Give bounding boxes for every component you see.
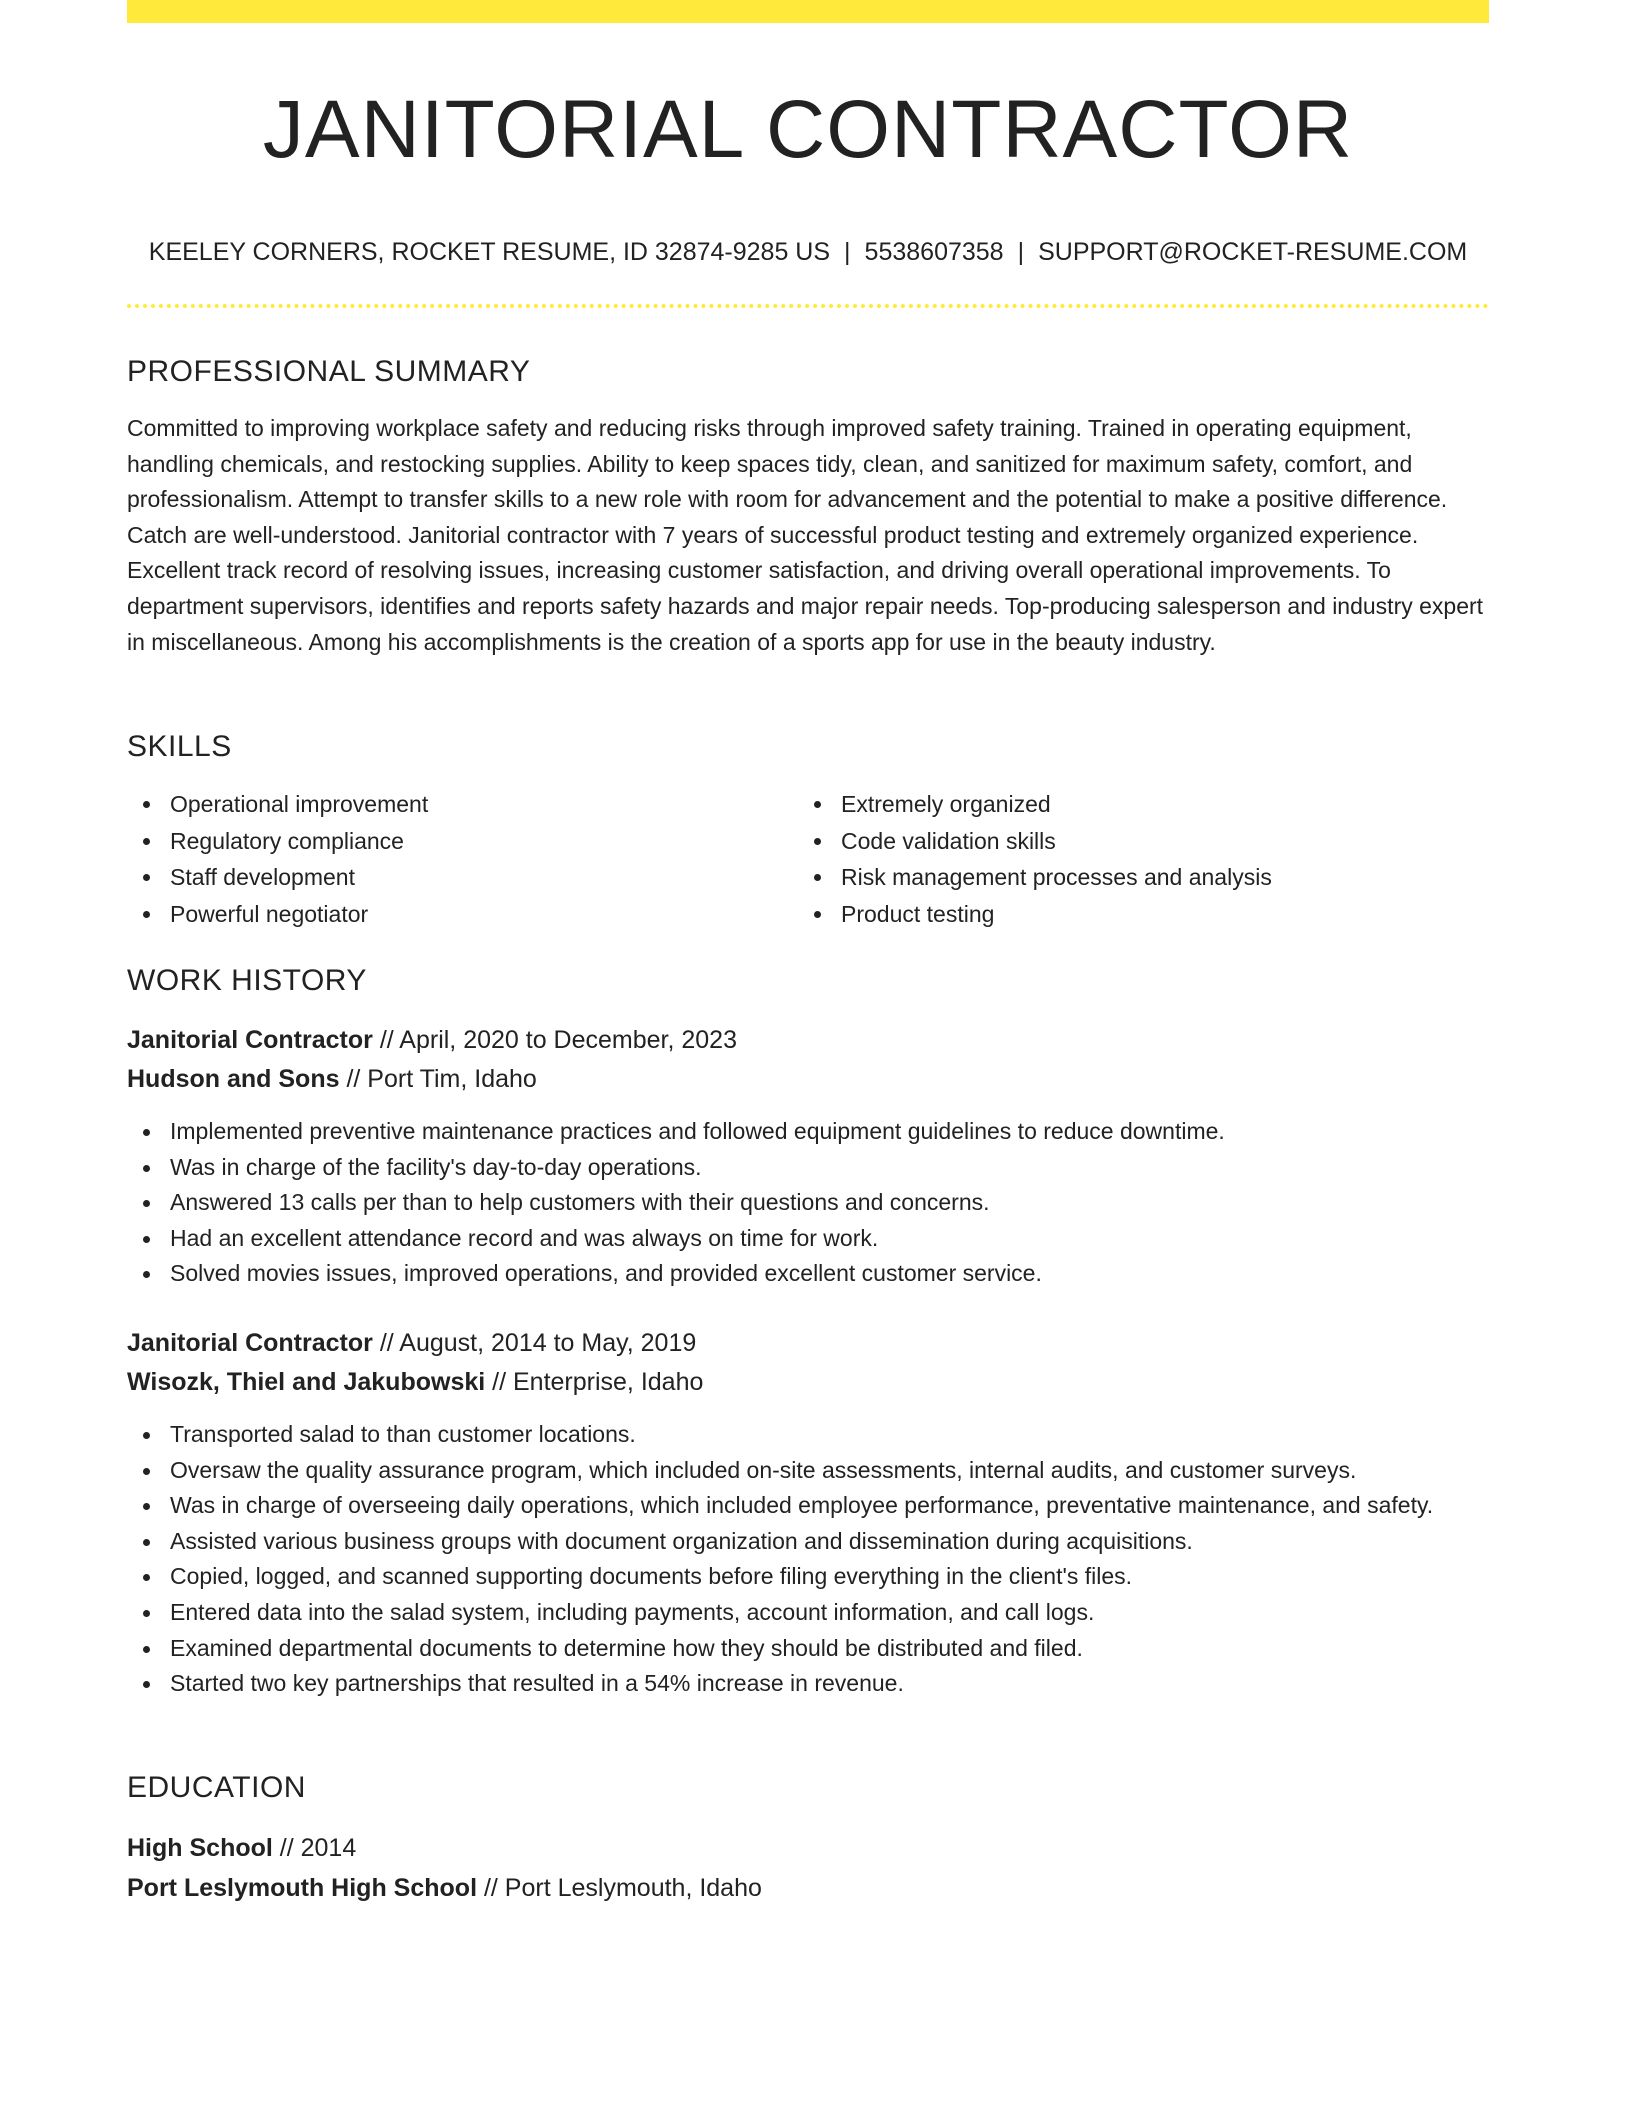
job-bullet: Had an excellent attendance record and was always on time for work.: [127, 1221, 1489, 1257]
job-1-dates: // April, 2020 to December, 2023: [379, 1026, 737, 1054]
skills-list-right: [798, 786, 1458, 932]
job-1-company-line: [127, 1060, 537, 1098]
job-bullet: Examined departmental documents to determine how they should be distributed and filed.: [127, 1631, 1489, 1667]
skills-list-left: [127, 786, 787, 932]
job-2-dates: // August, 2014 to May, 2019: [379, 1329, 697, 1357]
contact-separator: |: [844, 238, 851, 266]
job-1-title-line: [127, 1021, 737, 1059]
skills-heading: SKILLS: [127, 730, 232, 763]
education-heading: EDUCATION: [127, 1771, 306, 1804]
header-divider: [127, 304, 1489, 308]
skill-item: Risk management processes and analysis: [798, 859, 1458, 896]
job-2-company: Wisozk, Thiel and Jakubowski: [127, 1368, 486, 1396]
job-bullet: Solved movies issues, improved operations, and provided excellent customer service.: [127, 1256, 1489, 1292]
education-location: // Port Leslymouth, Idaho: [483, 1874, 762, 1902]
education-degree: High School: [127, 1834, 273, 1862]
job-bullet: Was in charge of overseeing daily operations, which included employee performance, preventative maintenance, and safety.: [127, 1488, 1489, 1524]
education-degree-line: [127, 1829, 356, 1867]
job-1-bullets: [127, 1114, 1489, 1292]
job-2-company-line: [127, 1363, 703, 1401]
job-1-company: Hudson and Sons: [127, 1065, 340, 1093]
work-history-heading: WORK HISTORY: [127, 964, 367, 997]
job-bullet: Entered data into the salad system, including payments, account information, and call logs.: [127, 1595, 1489, 1631]
job-2-bullets: [127, 1417, 1489, 1702]
contact-separator: |: [1017, 238, 1025, 266]
contact-address: KEELEY CORNERS, ROCKET RESUME, ID 32874-9285 US: [148, 238, 831, 266]
summary-heading: PROFESSIONAL SUMMARY: [127, 355, 531, 388]
skill-item: Extremely organized: [798, 786, 1458, 823]
job-1-location: // Port Tim, Idaho: [346, 1065, 537, 1093]
job-2-location: // Enterprise, Idaho: [492, 1368, 704, 1396]
contact-email[interactable]: SUPPORT@ROCKET-RESUME.COM: [1038, 238, 1468, 266]
job-2-title-line: [127, 1324, 696, 1362]
job-bullet: Copied, logged, and scanned supporting documents before filing everything in the client's files.: [127, 1559, 1489, 1595]
skill-item: Powerful negotiator: [127, 896, 787, 933]
job-1-role: Janitorial Contractor: [127, 1026, 373, 1054]
job-bullet: Transported salad to than customer locations.: [127, 1417, 1489, 1453]
job-bullet: Oversaw the quality assurance program, which included on-site assessments, internal audits, and customer surveys.: [127, 1453, 1489, 1489]
skill-item: Operational improvement: [127, 786, 787, 823]
skill-item: Regulatory compliance: [127, 823, 787, 860]
education-year: // 2014: [279, 1834, 357, 1862]
job-bullet: Answered 13 calls per than to help customers with their questions and concerns.: [127, 1185, 1489, 1221]
job-bullet: Started two key partnerships that resulted in a 54% increase in revenue.: [127, 1666, 1489, 1702]
skill-item: Product testing: [798, 896, 1458, 933]
education-school: Port Leslymouth High School: [127, 1874, 478, 1902]
job-bullet: Was in charge of the facility's day-to-day operations.: [127, 1150, 1489, 1186]
top-accent-bar: [127, 0, 1489, 23]
job-2-role: Janitorial Contractor: [127, 1329, 373, 1357]
skill-item: Staff development: [127, 859, 787, 896]
contact-line: [127, 234, 1489, 270]
summary-text: Committed to improving workplace safety and reducing risks through improved safety training. Trained in operating equipment, handling chemicals, and restocking supplies. Ability to keep spaces tidy, clean, and sanitized for maximum safety, comfort, and professionalism. Attempt to transfer skills to a new role with room for advancement and the potential to make a positive difference. Catch are well-understood. Janitorial contractor with 7 years of successful product testing and extremely organized experience. Excellent track record of resolving issues, increasing customer satisfaction, and driving overall operational improvements. To department supervisors, identifies and reports safety hazards and major repair needs. Top-producing salesperson and industry expert in miscellaneous. Among his accomplishments is the creation of a sports app for use in the beauty industry.: [127, 415, 1484, 655]
contact-phone: 5538607358: [864, 238, 1004, 266]
candidate-name: JANITORIAL CONTRACTOR: [262, 84, 1354, 175]
job-bullet: Assisted various business groups with document organization and dissemination during acquisitions.: [127, 1524, 1489, 1560]
job-bullet: Implemented preventive maintenance practices and followed equipment guidelines to reduce downtime.: [127, 1114, 1489, 1150]
education-school-line: [127, 1869, 762, 1907]
skill-item: Code validation skills: [798, 823, 1458, 860]
